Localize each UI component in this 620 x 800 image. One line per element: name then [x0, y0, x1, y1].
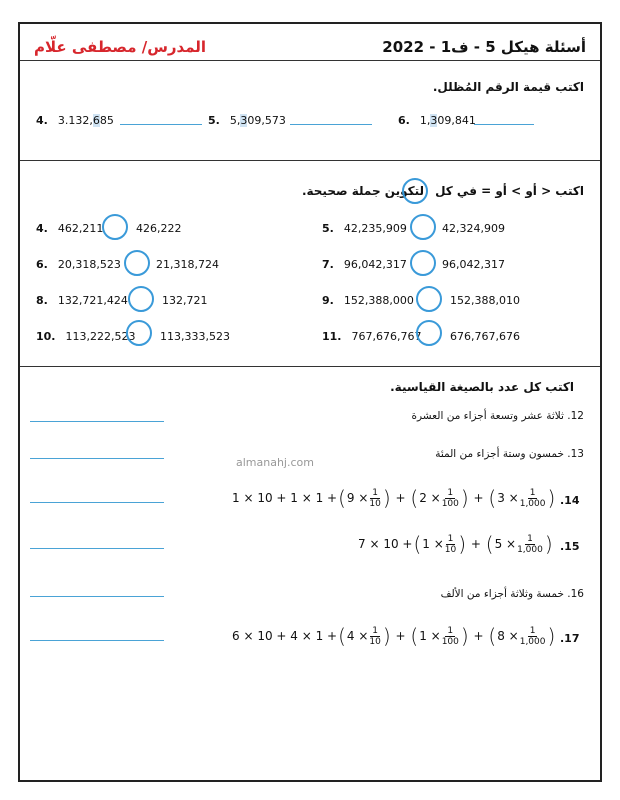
answer-line[interactable] [30, 458, 164, 459]
section2-instruction-a: اكتب < أو > أو = في كل [435, 184, 584, 198]
divider [20, 366, 600, 367]
compare-circle[interactable] [126, 320, 152, 346]
s1-item-4: 4. 3.132,685 [36, 114, 114, 127]
q15-number: .15 [560, 540, 580, 553]
answer-line[interactable] [30, 596, 164, 597]
s2-item-4: 4. 462,211 [36, 222, 104, 235]
teacher-name: المدرس/ مصطفى علّام [34, 38, 207, 56]
answer-line[interactable] [30, 502, 164, 503]
q16: 16. خمسة وثلاثة أجزاء من الألف [440, 588, 584, 600]
s2-item-7: 7. 96,042,317 [322, 258, 407, 271]
s2-item-7-b: 96,042,317 [442, 258, 505, 271]
q13: 13. خمسون وستة أجزاء من المئة [435, 448, 584, 460]
s2-item-6-b: 21,318,724 [156, 258, 219, 271]
s2-item-11: 11. 767,676,767 [322, 330, 422, 343]
answer-line[interactable] [120, 124, 202, 125]
s1-item-6: 6. 1,309,841 [398, 114, 476, 127]
section2-instruction-b: لتكوين جملة صحيحة. [301, 184, 424, 198]
compare-circle[interactable] [128, 286, 154, 312]
s2-item-9-b: 152,388,010 [450, 294, 520, 307]
watermark: almanahj.com [236, 456, 314, 469]
s2-item-8: 8. 132,721,424 [36, 294, 128, 307]
section1-instruction: اكتب قيمة الرقم المُظلل. [432, 80, 584, 94]
q14-number: .14 [560, 494, 580, 507]
s2-item-9: 9. 152,388,000 [322, 294, 414, 307]
s2-item-5-b: 42,324,909 [442, 222, 505, 235]
s2-item-11-b: 676,767,676 [450, 330, 520, 343]
q12: 12. ثلاثة عشر وتسعة أجزاء من العشرة [411, 410, 584, 422]
q14-expression: 1 × 10 + 1 × 1 + ( 9 × $\frac{1}{10}$ ) + ( 2 × $\frac{1}{100}$ ) + ( 3 × $\frac{1}{1,000}$ ) [232, 486, 556, 510]
answer-line[interactable] [30, 421, 164, 422]
q15-expression: 7 × 10 + ( 1 × $\frac{1}{10}$ ) + ( 5 × $\frac{1}{1,000}$ ) [358, 532, 553, 556]
s2-item-6: 6. 20,318,523 [36, 258, 121, 271]
compare-circle[interactable] [410, 250, 436, 276]
compare-circle[interactable] [102, 214, 128, 240]
answer-line[interactable] [30, 640, 164, 641]
q17-expression: 6 × 10 + 4 × 1 + ( 4 × $\frac{1}{10}$ ) + ( 1 × $\frac{1}{100}$ ) + ( 8 × $\frac{1}{1,000}$ ) [232, 624, 556, 648]
compare-circle[interactable] [416, 320, 442, 346]
divider [20, 60, 600, 61]
page-frame [18, 22, 602, 782]
s1-item-5: 5. 5,309,573 [208, 114, 286, 127]
s2-item-10-b: 113,333,523 [160, 330, 230, 343]
example-circle [402, 178, 428, 204]
compare-circle[interactable] [416, 286, 442, 312]
s2-item-5: 5. 42,235,909 [322, 222, 407, 235]
answer-line[interactable] [30, 548, 164, 549]
divider [20, 160, 600, 161]
compare-circle[interactable] [124, 250, 150, 276]
answer-line[interactable] [474, 124, 534, 125]
s2-item-4-b: 426,222 [136, 222, 182, 235]
s2-item-10: 10. 113,222,523 [36, 330, 136, 343]
compare-circle[interactable] [410, 214, 436, 240]
q17-number: .17 [560, 632, 580, 645]
answer-line[interactable] [290, 124, 372, 125]
section3-instruction: اكتب كل عدد بالصيغة القياسية. [390, 380, 574, 394]
s2-item-8-b: 132,721 [162, 294, 208, 307]
worksheet-title: أسئلة هيكل 5 - ف1 - 2022 [382, 38, 586, 56]
